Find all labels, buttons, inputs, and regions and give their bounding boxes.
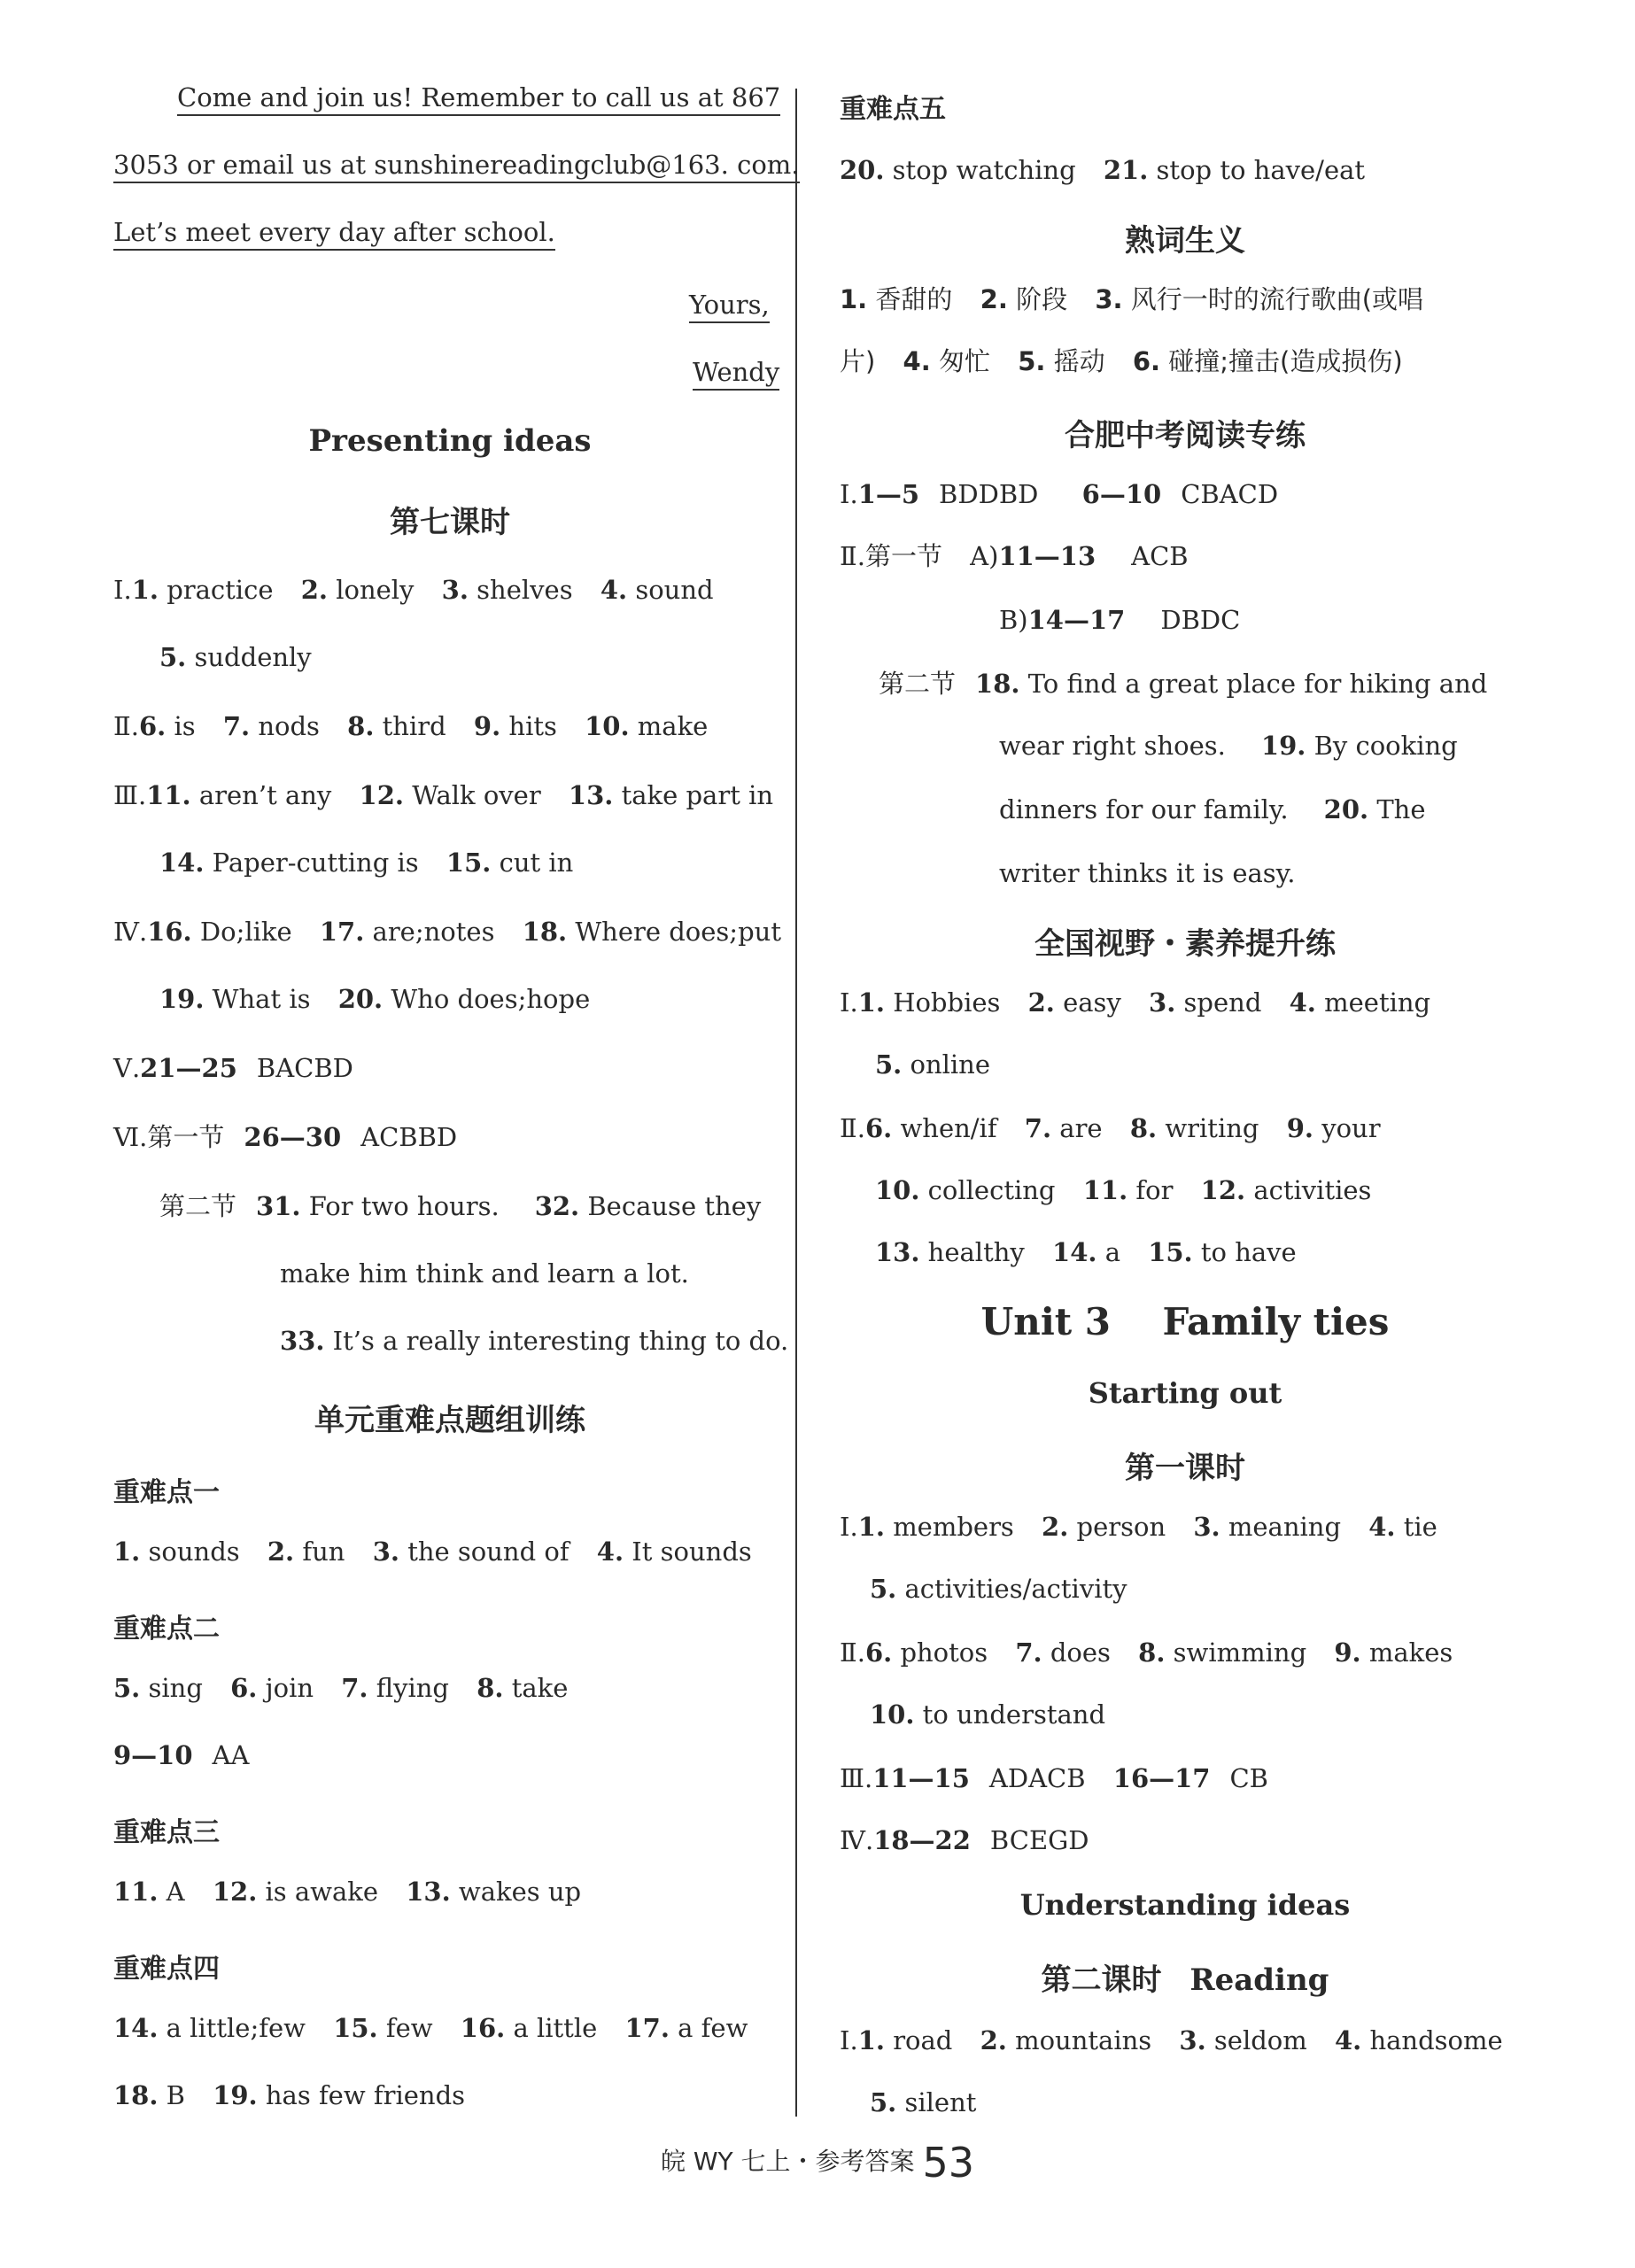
unit-title: Unit 3 Family ties	[980, 1300, 1390, 1343]
unit3-u4: Ⅳ.18—22 BCEGD	[840, 1825, 1089, 1855]
section-title: Presenting ideas	[308, 423, 592, 459]
q1-line: Ⅰ.1. practice 2. lonely 3. shelves 4. sound	[113, 575, 714, 605]
reading-r2-a20b: writer thinks it is easy.	[999, 858, 1296, 888]
reading-r1: Ⅰ.1—5 BDDBD 6—10 CBACD	[840, 479, 1279, 509]
unit3-ui1: Ⅰ.1. road 2. mountains 3. seldom 4. handsome	[840, 2025, 1503, 2055]
lesson-title: 第七课时	[390, 505, 510, 540]
key-point-3-title: 重难点三	[113, 1817, 220, 1848]
national-n2-cont: 10. collecting 11. for 12. activities	[875, 1175, 1372, 1205]
q6-a33: 33. It’s a really interesting thing to do.	[280, 1326, 789, 1356]
key-point-4-answers: 14. a little;few 15. few 16. a little 17. a few	[113, 2013, 748, 2043]
reading-practice-title: 合肥中考阅读专练	[1065, 418, 1306, 453]
page-footer	[0, 2139, 1635, 2187]
vocab-title: 熟词生义	[1125, 223, 1245, 259]
letter-line-2: 3053 or email us at sunshinereadingclub@163. com.	[113, 147, 800, 182]
page-number: 53	[922, 2139, 975, 2187]
national-n2: Ⅱ.6. when/if 7. are 8. writing 9. your	[840, 1113, 1381, 1143]
vocab-line-2: 片) 4. 匆忙 5. 摇动 6. 碰撞;撞击(造成损伤)	[840, 346, 1403, 376]
q3-cont: 14. Paper-cutting is 15. cut in	[159, 848, 574, 878]
q3-line: Ⅲ.11. aren’t any 12. Walk over 13. take part in	[113, 780, 774, 810]
lesson1-title: 第一课时	[1125, 1451, 1245, 1486]
lesson2-title: 第二课时 Reading	[1041, 1962, 1329, 1998]
key-point-4-answers-2: 18. B 19. has few friends	[113, 2080, 466, 2110]
letter-closing: Yours,	[689, 287, 770, 322]
unit3-u2: Ⅱ.6. photos 7. does 8. swimming 9. makes	[840, 1637, 1453, 1668]
key-point-5-title: 重难点五	[840, 94, 946, 125]
footer-label: 皖 WY 七上・参考答案	[660, 2147, 915, 2176]
key-point-2-title: 重难点二	[113, 1614, 220, 1645]
q1-cont: 5. suddenly	[159, 642, 312, 672]
q5-line: Ⅴ.21—25 BACBD	[113, 1053, 353, 1083]
understanding-title: Understanding ideas	[1019, 1888, 1351, 1922]
letter-line-1: Come and join us! Remember to call us at 867	[177, 80, 780, 115]
q4-cont: 19. What is 20. Who does;hope	[159, 984, 591, 1014]
national-n2-cont2: 13. healthy 14. a 15. to have	[875, 1237, 1297, 1267]
letter-line-3: Let’s meet every day after school.	[113, 214, 555, 250]
unit3-u2-cont: 10. to understand	[870, 1699, 1106, 1730]
key-point-1-answers: 1. sounds 2. fun 3. the sound of 4. It sounds	[113, 1537, 752, 1567]
key-point-2-answers: 5. sing 6. join 7. flying 8. take	[113, 1673, 569, 1703]
key-point-1-title: 重难点一	[113, 1477, 220, 1508]
vocab-line-1: 1. 香甜的 2. 阶段 3. 风行一时的流行歌曲(或唱	[840, 284, 1424, 314]
reading-r2-b: B)14—17 DBDC	[999, 605, 1241, 635]
unit-drill-title: 单元重难点题组训练	[314, 1403, 585, 1438]
q4-line: Ⅳ.16. Do;like 17. are;notes 18. Where does;put	[113, 917, 781, 947]
reading-r2-sec2: 第二节 18. To find a great place for hiking and	[879, 669, 1488, 699]
starting-out-title: Starting out	[1088, 1376, 1282, 1410]
key-point-4-title: 重难点四	[113, 1954, 220, 1985]
unit3-u1-cont: 5. activities/activity	[870, 1574, 1127, 1604]
q6-sec2: 第二节 31. For two hours. 32. Because they	[159, 1191, 762, 1221]
reading-r2-a18b: wear right shoes. 19. By cooking	[999, 731, 1458, 761]
key-point-5-answers: 20. stop watching 21. stop to have/eat	[840, 155, 1366, 185]
unit3-u1: Ⅰ.1. members 2. person 3. meaning 4. tie	[840, 1512, 1437, 1542]
q2-line: Ⅱ.6. is 7. nods 8. third 9. hits 10. make	[113, 711, 709, 741]
reading-r2-a: Ⅱ.第一节 A)11—13 ACB	[840, 541, 1189, 571]
q6-line: Ⅵ.第一节 26—30 ACBBD	[113, 1122, 458, 1152]
national-title: 全国视野・素养提升练	[1034, 926, 1336, 962]
column-divider	[795, 89, 797, 2117]
unit3-u3: Ⅲ.11—15 ADACB 16—17 CB	[840, 1763, 1268, 1793]
letter-signature: Wendy	[693, 354, 779, 390]
key-point-2-choice: 9—10 AA	[113, 1740, 250, 1770]
unit3-ui1-cont: 5. silent	[870, 2087, 977, 2117]
key-point-3-answers: 11. A 12. is awake 13. wakes up	[113, 1877, 582, 1907]
national-n1: Ⅰ.1. Hobbies 2. easy 3. spend 4. meeting	[840, 987, 1431, 1018]
q6-a32-cont: make him think and learn a lot.	[280, 1258, 689, 1289]
national-n1-cont: 5. online	[875, 1049, 991, 1080]
reading-r2-a19b: dinners for our family. 20. The	[999, 794, 1426, 824]
